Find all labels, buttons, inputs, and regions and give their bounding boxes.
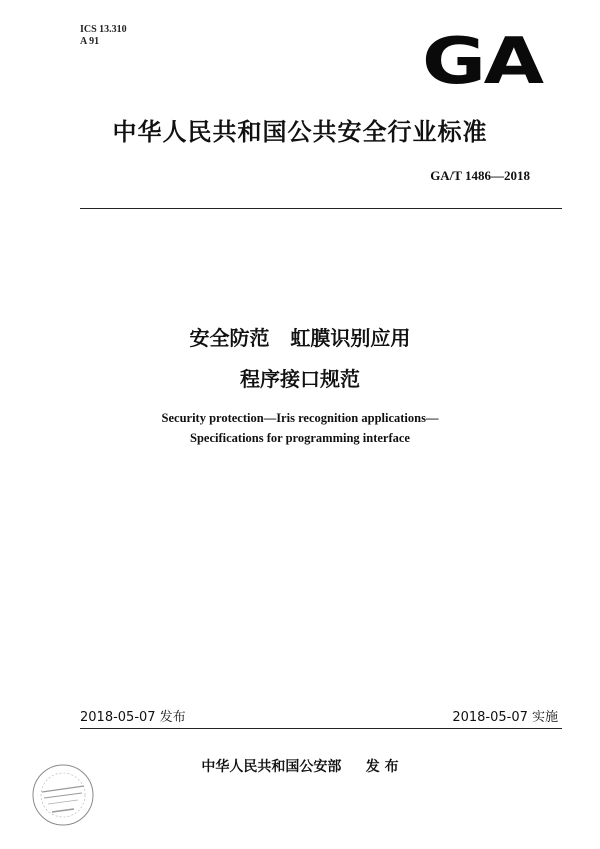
document-title-cn-line2: 程序接口规范: [240, 367, 360, 391]
header-divider: [80, 208, 562, 209]
distribution-stamp-icon: [30, 762, 96, 828]
footer-divider: [80, 728, 562, 729]
document-title-en-line2: Specifications for programming interface: [190, 431, 410, 445]
standard-number: GA/T 1486—2018: [430, 168, 530, 183]
issuing-authority: 中华人民共和国公安部 发 布: [201, 759, 399, 775]
ics-code: ICS 13.310: [80, 24, 127, 35]
implementation-date: 2018-05-07 实施: [452, 710, 558, 725]
ga-logo: GA: [422, 25, 542, 99]
document-title-cn-line1: 安全防范 虹膜识别应用: [189, 326, 411, 350]
standard-category-title: 中华人民共和国公共安全行业标准: [112, 118, 488, 146]
ccs-code: A 91: [80, 36, 100, 47]
document-title-en-line1: Security protection—Iris recognition applications—: [161, 411, 439, 425]
issue-date: 2018-05-07 发布: [80, 710, 186, 725]
classification-codes: [80, 24, 127, 48]
